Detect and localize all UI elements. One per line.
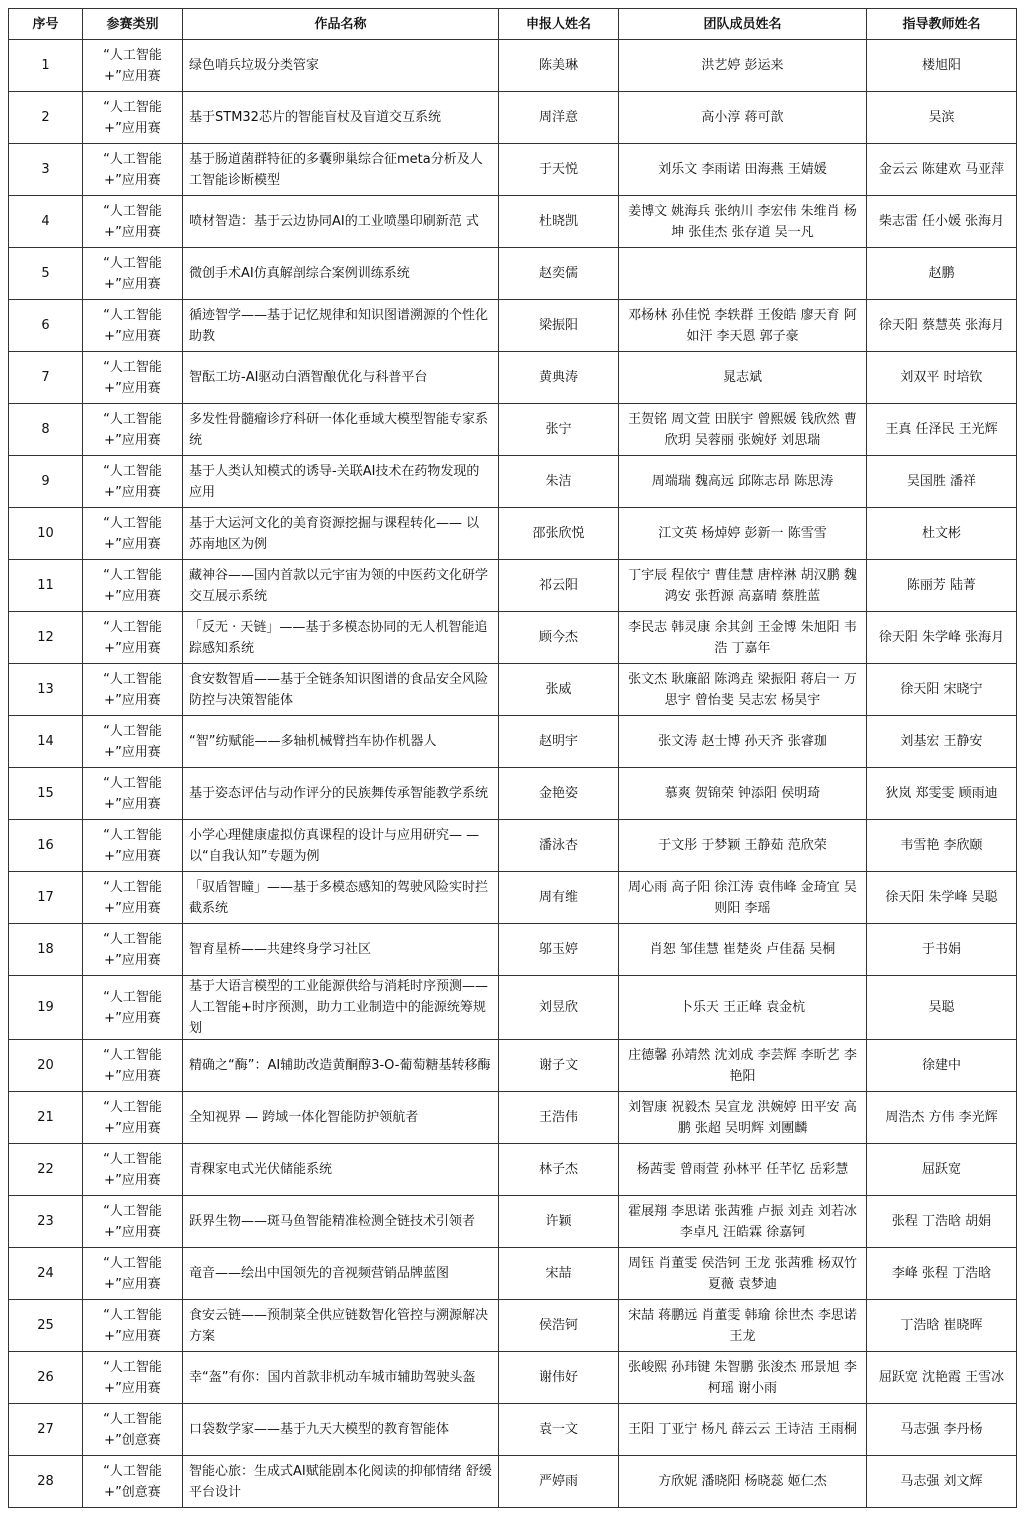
row-applicant: 谢伟好: [499, 1352, 619, 1404]
row-number: 25: [9, 1300, 83, 1352]
table-row: [9, 92, 1017, 144]
row-members: 李民志 韩灵康 余其剑 王金博 朱旭阳 韦浩 丁嘉年: [619, 612, 867, 664]
row-category: “人工智能+”应用赛: [83, 1144, 183, 1196]
row-category: “人工智能+”创意赛: [83, 1456, 183, 1508]
row-advisors: 杜文彬: [867, 508, 1017, 560]
table-row: [9, 196, 1017, 248]
row-members: 宋喆 蒋鹏远 肖董雯 韩瑜 徐世杰 李思诺 王龙: [619, 1300, 867, 1352]
row-applicant: 侯浩钶: [499, 1300, 619, 1352]
row-advisors: 柴志雷 任小媛 张海月: [867, 196, 1017, 248]
row-advisors: 楼旭阳: [867, 40, 1017, 92]
row-advisors: 徐天阳 朱学峰 张海月: [867, 612, 1017, 664]
award-list: [8, 8, 1017, 1508]
row-applicant: 黄典涛: [499, 352, 619, 404]
row-title: 全知视界 — 跨域一体化智能防护领航者: [183, 1092, 499, 1144]
table-row: [9, 1092, 1017, 1144]
row-members: 刘乐文 李雨诺 田海燕 王婧媛: [619, 144, 867, 196]
row-title: 小学心理健康虚拟仿真课程的设计与应用研究— —以“自我认知”专题为例: [183, 820, 499, 872]
row-number: 26: [9, 1352, 83, 1404]
row-title: 基于大运河文化的美育资源挖掘与课程转化—— 以苏南地区为例: [183, 508, 499, 560]
row-applicant: 顾今杰: [499, 612, 619, 664]
row-members: 周端瑞 魏高远 邱陈志昂 陈思涛: [619, 456, 867, 508]
row-advisors: 吴滨: [867, 92, 1017, 144]
row-number: 5: [9, 248, 83, 300]
row-title: 基于姿态评估与动作评分的民族舞传承智能教学系统: [183, 768, 499, 820]
row-number: 8: [9, 404, 83, 456]
row-number: 20: [9, 1040, 83, 1092]
row-applicant: 周有维: [499, 872, 619, 924]
row-advisors: 张程 丁浩晗 胡娟: [867, 1196, 1017, 1248]
row-advisors: 金云云 陈建欢 马亚萍: [867, 144, 1017, 196]
table-row: [9, 456, 1017, 508]
row-applicant: 赵明宇: [499, 716, 619, 768]
table-row: [9, 248, 1017, 300]
row-title: 口袋数学家——基于九天大模型的教育智能体: [183, 1404, 499, 1456]
table-header-row: [9, 9, 1017, 40]
row-advisors: 屈跃宽: [867, 1144, 1017, 1196]
row-number: 10: [9, 508, 83, 560]
row-members: 张文杰 耿廉韶 陈鸿垚 梁振阳 蒋启一 万思宇 曾怡斐 吴志宏 杨昊宇: [619, 664, 867, 716]
row-applicant: 朱洁: [499, 456, 619, 508]
row-category: “人工智能+”应用赛: [83, 1248, 183, 1300]
row-advisors: 狄岚 郑雯雯 顾雨迪: [867, 768, 1017, 820]
row-applicant: 于天悦: [499, 144, 619, 196]
table-row: [9, 664, 1017, 716]
row-title: 喷材智造：基于云边协同AI的工业喷墨印刷新范 式: [183, 196, 499, 248]
row-members: 洪艺婷 彭运来: [619, 40, 867, 92]
row-applicant: 金艳姿: [499, 768, 619, 820]
row-category: “人工智能+”应用赛: [83, 456, 183, 508]
row-category: “人工智能+”应用赛: [83, 664, 183, 716]
row-number: 24: [9, 1248, 83, 1300]
row-advisors: 陈丽芳 陆菁: [867, 560, 1017, 612]
row-title: 基于人类认知模式的诱导-关联AI技术在药物发现的应用: [183, 456, 499, 508]
row-advisors: 韦雪艳 李欣颐: [867, 820, 1017, 872]
row-applicant: 梁振阳: [499, 300, 619, 352]
row-category: “人工智能+”应用赛: [83, 924, 183, 976]
row-title: 食安云链——预制菜全供应链数智化管控与溯源解决方案: [183, 1300, 499, 1352]
header-applicant: 申报人姓名: [499, 9, 619, 40]
row-category: “人工智能+”应用赛: [83, 40, 183, 92]
row-members: 丁宇辰 程依宁 曹佳慧 唐梓淋 胡汉鹏 魏鸿安 张哲源 高嘉晴 蔡胜蓝: [619, 560, 867, 612]
header-advisors: 指导教师姓名: [867, 9, 1017, 40]
row-category: “人工智能+”应用赛: [83, 508, 183, 560]
table-row: [9, 1352, 1017, 1404]
row-number: 1: [9, 40, 83, 92]
row-title: 竜音——绘出中国领先的音视频营销品牌蓝图: [183, 1248, 499, 1300]
row-advisors: 刘基宏 王静安: [867, 716, 1017, 768]
row-category: “人工智能+”应用赛: [83, 872, 183, 924]
table-row: [9, 300, 1017, 352]
row-title: 智育星桥——共建终身学习社区: [183, 924, 499, 976]
row-category: “人工智能+”应用赛: [83, 196, 183, 248]
table-row: [9, 1456, 1017, 1508]
row-title: 绿色哨兵垃圾分类管家: [183, 40, 499, 92]
row-category: “人工智能+”应用赛: [83, 404, 183, 456]
row-applicant: 王浩伟: [499, 1092, 619, 1144]
row-title: 多发性骨髓瘤诊疗科研一体化垂域大模型智能专家系统: [183, 404, 499, 456]
row-applicant: 邵张欣悦: [499, 508, 619, 560]
entries-table: [8, 8, 1017, 1508]
row-members: 卜乐天 王正峰 袁金杭: [619, 976, 867, 1040]
row-category: “人工智能+”应用赛: [83, 1352, 183, 1404]
row-number: 2: [9, 92, 83, 144]
row-advisors: 屈跃宽 沈艳霞 王雪冰: [867, 1352, 1017, 1404]
row-applicant: 祁云阳: [499, 560, 619, 612]
row-members: 王贺铭 周文萱 田朕宇 曾熙媛 钱欣然 曹欣玥 吴蓉丽 张婉妤 刘思瑞: [619, 404, 867, 456]
row-members: 江文英 杨焯婷 彭新一 陈雪雪: [619, 508, 867, 560]
row-number: 11: [9, 560, 83, 612]
table-row: [9, 1404, 1017, 1456]
row-advisors: 王真 任泽民 王光辉: [867, 404, 1017, 456]
row-advisors: 徐天阳 朱学峰 吴聪: [867, 872, 1017, 924]
row-advisors: 马志强 李丹杨: [867, 1404, 1017, 1456]
row-applicant: 赵奕儒: [499, 248, 619, 300]
row-applicant: 张宁: [499, 404, 619, 456]
row-members: 高小淳 蒋可歆: [619, 92, 867, 144]
row-advisors: 李峰 张程 丁浩晗: [867, 1248, 1017, 1300]
table-row: [9, 144, 1017, 196]
row-category: “人工智能+”应用赛: [83, 352, 183, 404]
row-applicant: 邬玉婷: [499, 924, 619, 976]
row-title: “智”纺赋能——多轴机械臂挡车协作机器人: [183, 716, 499, 768]
header-number: 序号: [9, 9, 83, 40]
row-applicant: 袁一文: [499, 1404, 619, 1456]
row-title: 基于肠道菌群特征的多囊卵巢综合征meta分析及人工智能诊断模型: [183, 144, 499, 196]
table-row: [9, 716, 1017, 768]
row-title: 「驭盾智瞳」——基于多模态感知的驾驶风险实时拦截系统: [183, 872, 499, 924]
row-members: 邓杨林 孙佳悦 李轶群 王俊皓 廖天育 阿如汗 李天恩 郭子豪: [619, 300, 867, 352]
row-number: 27: [9, 1404, 83, 1456]
row-applicant: 谢子文: [499, 1040, 619, 1092]
row-applicant: 林子杰: [499, 1144, 619, 1196]
row-advisors: 徐天阳 宋晓宁: [867, 664, 1017, 716]
row-title: 青稞家电式光伏储能系统: [183, 1144, 499, 1196]
table-row: [9, 1300, 1017, 1352]
header-members: 团队成员姓名: [619, 9, 867, 40]
table-row: [9, 508, 1017, 560]
row-members: 张文涛 赵士博 孙天齐 张睿珈: [619, 716, 867, 768]
row-members: 于文彤 于梦颖 王静茹 范欣荣: [619, 820, 867, 872]
row-category: “人工智能+”应用赛: [83, 820, 183, 872]
row-number: 13: [9, 664, 83, 716]
row-advisors: 刘双平 时培钦: [867, 352, 1017, 404]
row-number: 15: [9, 768, 83, 820]
header-title: 作品名称: [183, 9, 499, 40]
table-row: [9, 924, 1017, 976]
row-members: [619, 248, 867, 300]
table-row: [9, 560, 1017, 612]
row-category: “人工智能+”应用赛: [83, 1092, 183, 1144]
row-title: 微创手术AI仿真解剖综合案例训练系统: [183, 248, 499, 300]
row-members: 刘智康 祝毅杰 吴宣龙 洪婉婷 田平安 高鹏 张超 吴明辉 刘團麟: [619, 1092, 867, 1144]
row-title: 基于STM32芯片的智能盲杖及盲道交互系统: [183, 92, 499, 144]
row-members: 王阳 丁亚宁 杨凡 薛云云 王诗洁 王雨桐: [619, 1404, 867, 1456]
row-members: 庄德馨 孙靖然 沈刘成 李芸辉 李昕艺 李艳阳: [619, 1040, 867, 1092]
row-category: “人工智能+”应用赛: [83, 976, 183, 1040]
row-advisors: 徐天阳 蔡慧英 张海月: [867, 300, 1017, 352]
row-number: 4: [9, 196, 83, 248]
table-row: [9, 1144, 1017, 1196]
table-row: [9, 1196, 1017, 1248]
row-members: 方欣妮 潘晓阳 杨晓蕊 姬仁杰: [619, 1456, 867, 1508]
row-advisors: 于书娟: [867, 924, 1017, 976]
row-title: 基于大语言模型的工业能源供给与消耗时序预测——人工智能+时序预测，助力工业制造中的能源统筹规划: [183, 976, 499, 1040]
row-applicant: 潘泳杏: [499, 820, 619, 872]
row-members: 姜博文 姚海兵 张纳川 李宏伟 朱维肖 杨坤 张佳杰 张存道 吴一凡: [619, 196, 867, 248]
row-members: 杨茜雯 曾雨萱 孙林平 任芊忆 岳彩慧: [619, 1144, 867, 1196]
row-title: 食安数智盾——基于全链条知识图谱的食品安全风险防控与决策智能体: [183, 664, 499, 716]
row-number: 12: [9, 612, 83, 664]
row-members: 周心雨 高子阳 徐江涛 袁伟峰 金琦宜 吴则阳 李瑶: [619, 872, 867, 924]
row-number: 3: [9, 144, 83, 196]
row-applicant: 张威: [499, 664, 619, 716]
row-category: “人工智能+”应用赛: [83, 92, 183, 144]
row-number: 21: [9, 1092, 83, 1144]
row-category: “人工智能+”应用赛: [83, 300, 183, 352]
row-title: 藏神谷——国内首款以元宇宙为领的中医药文化研学交互展示系统: [183, 560, 499, 612]
table-body: [9, 40, 1017, 1508]
table-row: [9, 612, 1017, 664]
row-number: 19: [9, 976, 83, 1040]
table-row: [9, 976, 1017, 1040]
row-members: 肖恕 邹佳慧 崔楚炎 卢佳磊 吴桐: [619, 924, 867, 976]
row-advisors: 丁浩晗 崔晓晖: [867, 1300, 1017, 1352]
row-title: 跃界生物——斑马鱼智能精准检测全链技术引领者: [183, 1196, 499, 1248]
row-number: 22: [9, 1144, 83, 1196]
row-title: 「反无 · 天链」——基于多模态协同的无人机智能追踪感知系统: [183, 612, 499, 664]
header-category: 参赛类别: [83, 9, 183, 40]
table-row: [9, 1040, 1017, 1092]
table-row: [9, 820, 1017, 872]
row-number: 23: [9, 1196, 83, 1248]
row-category: “人工智能+”应用赛: [83, 716, 183, 768]
row-category: “人工智能+”应用赛: [83, 560, 183, 612]
row-title: 精确之“酶”：AI辅助改造黄酮醇3-O-葡萄糖基转移酶: [183, 1040, 499, 1092]
row-advisors: 徐建中: [867, 1040, 1017, 1092]
row-advisors: 吴国胜 潘祥: [867, 456, 1017, 508]
row-members: 周钰 肖董雯 侯浩钶 王龙 张茜雅 杨双竹 夏薇 袁梦迪: [619, 1248, 867, 1300]
row-members: 晁志斌: [619, 352, 867, 404]
row-category: “人工智能+”应用赛: [83, 1040, 183, 1092]
row-title: 循迹智学——基于记忆规律和知识图谱溯源的个性化助教: [183, 300, 499, 352]
row-category: “人工智能+”应用赛: [83, 612, 183, 664]
table-row: [9, 404, 1017, 456]
row-category: “人工智能+”创意赛: [83, 1404, 183, 1456]
row-title: 幸“盔”有你：国内首款非机动车城市辅助驾驶头盔: [183, 1352, 499, 1404]
row-advisors: 周浩杰 方伟 李光辉: [867, 1092, 1017, 1144]
row-advisors: 马志强 刘文辉: [867, 1456, 1017, 1508]
table-row: [9, 1248, 1017, 1300]
row-members: 慕爽 贺锦荣 钟添阳 侯明琦: [619, 768, 867, 820]
row-category: “人工智能+”应用赛: [83, 1196, 183, 1248]
row-applicant: 严婷雨: [499, 1456, 619, 1508]
table-row: [9, 872, 1017, 924]
table-row: [9, 768, 1017, 820]
row-category: “人工智能+”应用赛: [83, 248, 183, 300]
row-applicant: 杜晓凯: [499, 196, 619, 248]
row-category: “人工智能+”应用赛: [83, 1300, 183, 1352]
row-advisors: 吴聪: [867, 976, 1017, 1040]
row-title: 智能心旅：生成式AI赋能剧本化阅读的抑郁情绪 舒缓平台设计: [183, 1456, 499, 1508]
row-applicant: 刘昱欣: [499, 976, 619, 1040]
row-number: 9: [9, 456, 83, 508]
row-category: “人工智能+”应用赛: [83, 144, 183, 196]
row-title: 智酝工坊-AI驱动白酒智酿优化与科普平台: [183, 352, 499, 404]
row-category: “人工智能+”应用赛: [83, 768, 183, 820]
row-number: 17: [9, 872, 83, 924]
row-members: 张峻熙 孙玮键 朱智鹏 张浚杰 邢景旭 李柯瑶 谢小雨: [619, 1352, 867, 1404]
row-number: 6: [9, 300, 83, 352]
row-members: 霍展翔 李思诺 张茜雅 卢振 刘垚 刘若冰 李卓凡 汪皓霖 徐嘉钶: [619, 1196, 867, 1248]
row-number: 7: [9, 352, 83, 404]
row-applicant: 许颖: [499, 1196, 619, 1248]
table-row: [9, 352, 1017, 404]
row-advisors: 赵鹏: [867, 248, 1017, 300]
row-applicant: 陈美琳: [499, 40, 619, 92]
row-applicant: 宋喆: [499, 1248, 619, 1300]
row-number: 16: [9, 820, 83, 872]
row-number: 18: [9, 924, 83, 976]
table-row: [9, 40, 1017, 92]
row-number: 14: [9, 716, 83, 768]
row-number: 28: [9, 1456, 83, 1508]
row-applicant: 周洋意: [499, 92, 619, 144]
